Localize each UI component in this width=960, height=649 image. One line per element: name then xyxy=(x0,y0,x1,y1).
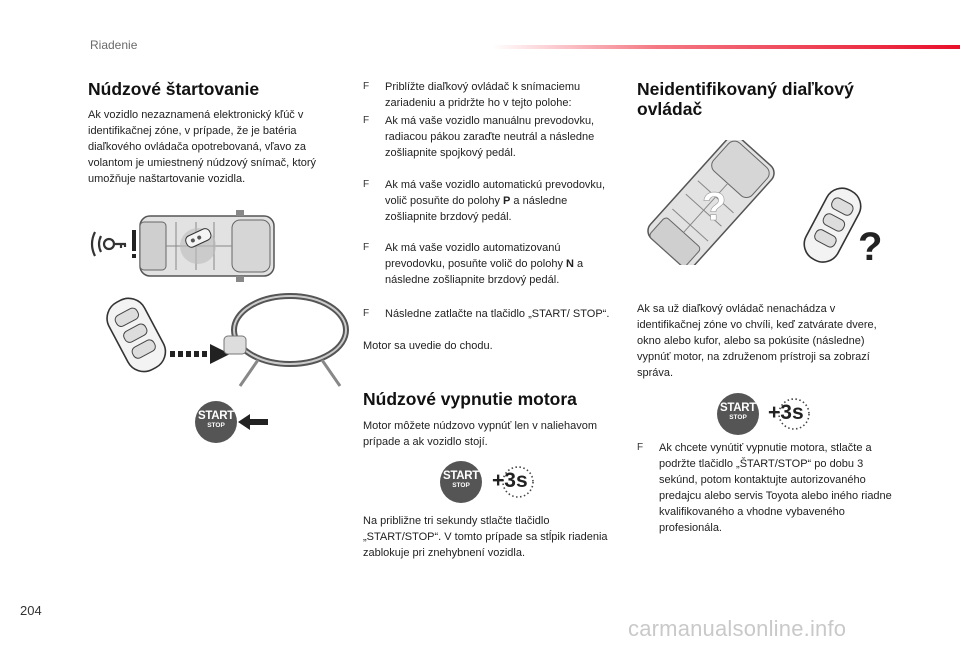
step-text: Ak má vaše vozidlo manuálnu prevodovku, radiacou pákou zaraďte neutrál a následne zošliapnite spojkový pedál. xyxy=(385,115,595,159)
watermark: carmanualsonline.info xyxy=(628,616,847,641)
start-label: START xyxy=(443,470,479,482)
step-text: Priblížte diaľkový ovládač k snímaciemu zariadeniu a pridržte ho v tejto polohe: xyxy=(385,81,581,109)
question-mark-on-car: ? xyxy=(702,185,727,229)
stop-label: STOP xyxy=(207,422,225,429)
hold-3s-badge-right xyxy=(764,397,812,431)
hold-3s-badge-middle xyxy=(488,465,536,499)
engine-start-result: Motor sa uvedie do chodu. xyxy=(363,340,493,352)
step-text: Následne zatlačte na tlačidlo „START/ STOP“. xyxy=(385,308,610,320)
arrow-left-icon xyxy=(238,414,268,430)
start-stop-button-middle xyxy=(440,461,482,503)
title-emergency-stop: Núdzové vypnutie motora xyxy=(363,389,577,409)
start-stop-button-right xyxy=(717,393,759,435)
emergency-stop-intro: Motor môžete núdzovo vypnúť len v naliehavom prípade a ak vozidlo stojí. xyxy=(363,420,598,448)
page-number: 204 xyxy=(20,603,42,618)
question-mark-icon: ? xyxy=(858,225,883,269)
emergency-stop-text: Na približne tri sekundy stlačte tlačidlo „START/STOP“. V tomto prípade sa stĺpik riadenia zablokuje pri znehybnení vozidla. xyxy=(363,515,608,559)
steering-wheel-illustration xyxy=(218,290,358,390)
step-automatic-gearbox xyxy=(363,177,618,225)
start-stop-button xyxy=(195,401,237,443)
start-label: START xyxy=(198,410,234,422)
unidentified-key-text: Ak sa už diaľkový ovládač nenachádza v identifikačnej zóne vo chvíli, keď zatvárate dvere, okno alebo kufor, alebo sa pokúsite (následne) vypnúť motor, na združenom prístroji sa zobrazí správa. xyxy=(637,303,877,379)
emergency-start-intro: Ak vozidlo nezaznamená elektronický kľúč v identifikačnej zóne, v prípade, že je batéria diaľkového ovládača opotrebovaná, vľavo za volantom je umiestnený núdzový snímač, ktorý umožňuje naštartovanie vozidla. xyxy=(88,109,317,185)
bullet-mark: F xyxy=(363,81,370,92)
remote-key-illustration xyxy=(98,292,178,376)
header-decoration-bar xyxy=(492,45,960,49)
title-emergency-start: Núdzové štartovanie xyxy=(88,79,260,99)
plus-3s-label: +3s xyxy=(492,469,528,492)
plus-3s-label: +3s xyxy=(768,401,804,424)
bullet-mark: F xyxy=(363,242,370,253)
bullet-mark: F xyxy=(363,115,370,126)
bullet-mark: F xyxy=(637,442,644,453)
start-label: START xyxy=(720,402,756,414)
remote-key-unidentified-illustration xyxy=(798,182,890,274)
step-text: Ak má vaše vozidlo automatizovanú prevodovku, posuňte volič do polohy N a následne zošliapnite brzdový pedál. xyxy=(385,242,584,286)
step-approach-key xyxy=(363,79,618,111)
key-warning-icon xyxy=(86,226,140,262)
bullet-mark: F xyxy=(363,308,370,319)
stop-label: STOP xyxy=(729,414,747,421)
stop-label: STOP xyxy=(452,482,470,489)
car-unidentified-illustration xyxy=(646,140,776,265)
step-text: Ak má vaše vozidlo automatickú prevodovku, volič posuňte do polohy P a následne zošliapnite brzdový pedál. xyxy=(385,179,606,223)
step-force-stop xyxy=(637,440,895,536)
step-automated-gearbox xyxy=(363,240,618,288)
bullet-mark: F xyxy=(363,179,370,190)
step-manual-gearbox xyxy=(363,113,618,161)
car-top-view-illustration xyxy=(136,208,286,284)
step-text: Ak chcete vynútiť vypnutie motora, stlačte a podržte tlačidlo „ŠTART/STOP“ po dobu 3 sekúnd, potom kontaktujte autorizovaného predajcu alebo servis Toyota alebo iného riadne kvalifikovaného a vhodne vybaveného profesionála. xyxy=(659,442,892,534)
step-press-start xyxy=(363,306,618,322)
title-unidentified-key: Neidentifikovaný diaľkový ovládač xyxy=(637,79,854,119)
section-header: Riadenie xyxy=(90,38,138,52)
